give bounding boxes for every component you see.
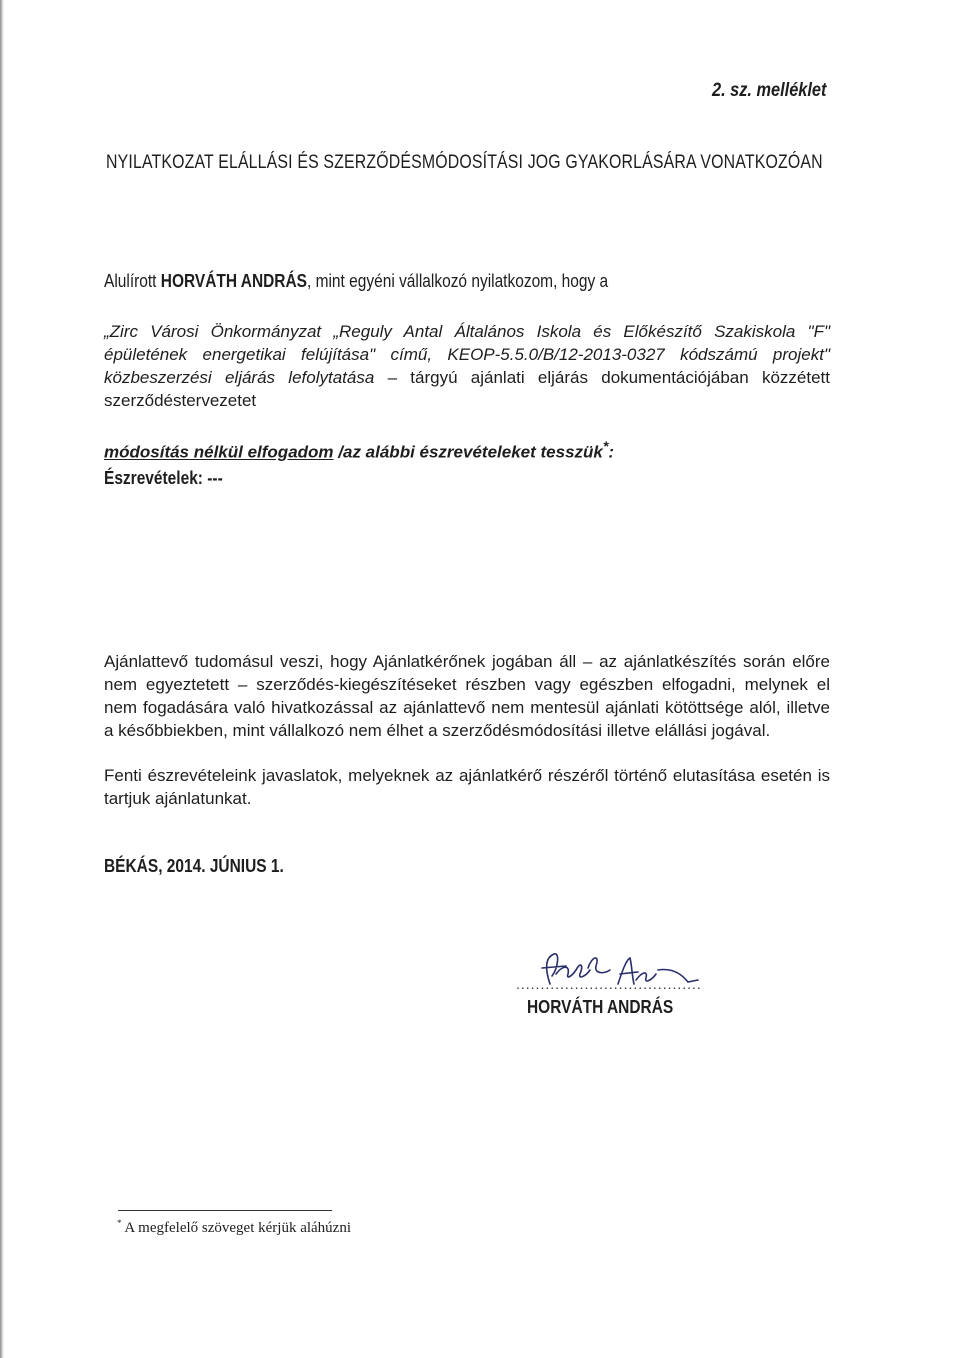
footnote: [117, 1220, 351, 1237]
project-title: „Zirc Városi Önkormányzat „Reguly Antal Általános Iskola és Előkészítő Szakiskola "F" épületének energetikai felújítása" című, KEOP-5.5.0/B/12-2013-0327 kódszámú projekt" közbeszerzési eljárás lefolytatása: [104, 322, 830, 387]
choice-line: [104, 436, 830, 464]
intro-suffix: , mint egyéni vállalkozó nyilatkozom, hogy a: [307, 271, 609, 291]
accept-option: módosítás nélkül elfogadom: [104, 442, 334, 462]
scan-edge: [0, 0, 4, 1358]
liability-paragraph: Ajánlattevő tudomásul veszi, hogy Ajánlatkérőnek jogában áll – az ajánlatkészítés során előre nem egyeztetett – szerződés-kiegészítéseket részben vagy egészben elfogadni, melynek el nem fogadására való hivatkozással az ajánlattevő nem mentesül ajánlati kötöttsége alól, illetve a későbbiekben, mint vállalkozó nem élhet a szerződésmódosítási illetve elállási jogával.: [104, 652, 830, 740]
intro-prefix: Alulírott: [104, 271, 161, 291]
project-tail: – tárgyú ajánlati eljárás dokumentációjában közzétett szerződéstervezetet: [104, 368, 830, 410]
annex-label: 2. sz. melléklet: [712, 80, 827, 101]
signatory-name: HORVÁTH ANDRÁS: [527, 997, 674, 1017]
footnote-separator: [118, 1210, 332, 1211]
suggestions-paragraph: Fenti észrevételeink javaslatok, melyeknek az ajánlatkérő részéről történő elutasítása esetén is tartjuk ajánlatunkat.: [104, 766, 830, 808]
project-paragraph: [104, 320, 830, 412]
observations-line: Észrevételek: ---: [104, 468, 223, 488]
choice-colon: :: [608, 442, 615, 462]
place-date: BÉKÁS, 2014. JÚNIUS 1.: [104, 856, 284, 876]
remarks-option: /az alábbi észrevételeket tesszük: [333, 442, 603, 462]
declarant-name: HORVÁTH ANDRÁS: [160, 271, 308, 291]
document-title: NYILATKOZAT ELÁLLÁSI ÉS SZERZŐDÉSMÓDOSÍTÁSI JOG GYAKORLÁSÁRA VONATKOZÓAN: [106, 152, 823, 173]
signature-line: ......................................: [516, 976, 702, 992]
footnote-marker: *: [602, 439, 609, 455]
footnote-text: A megfelelő szöveget kérjük aláhúzni: [121, 1220, 352, 1236]
footnote-symbol: *: [117, 1218, 122, 1228]
intro-paragraph: [104, 270, 706, 293]
